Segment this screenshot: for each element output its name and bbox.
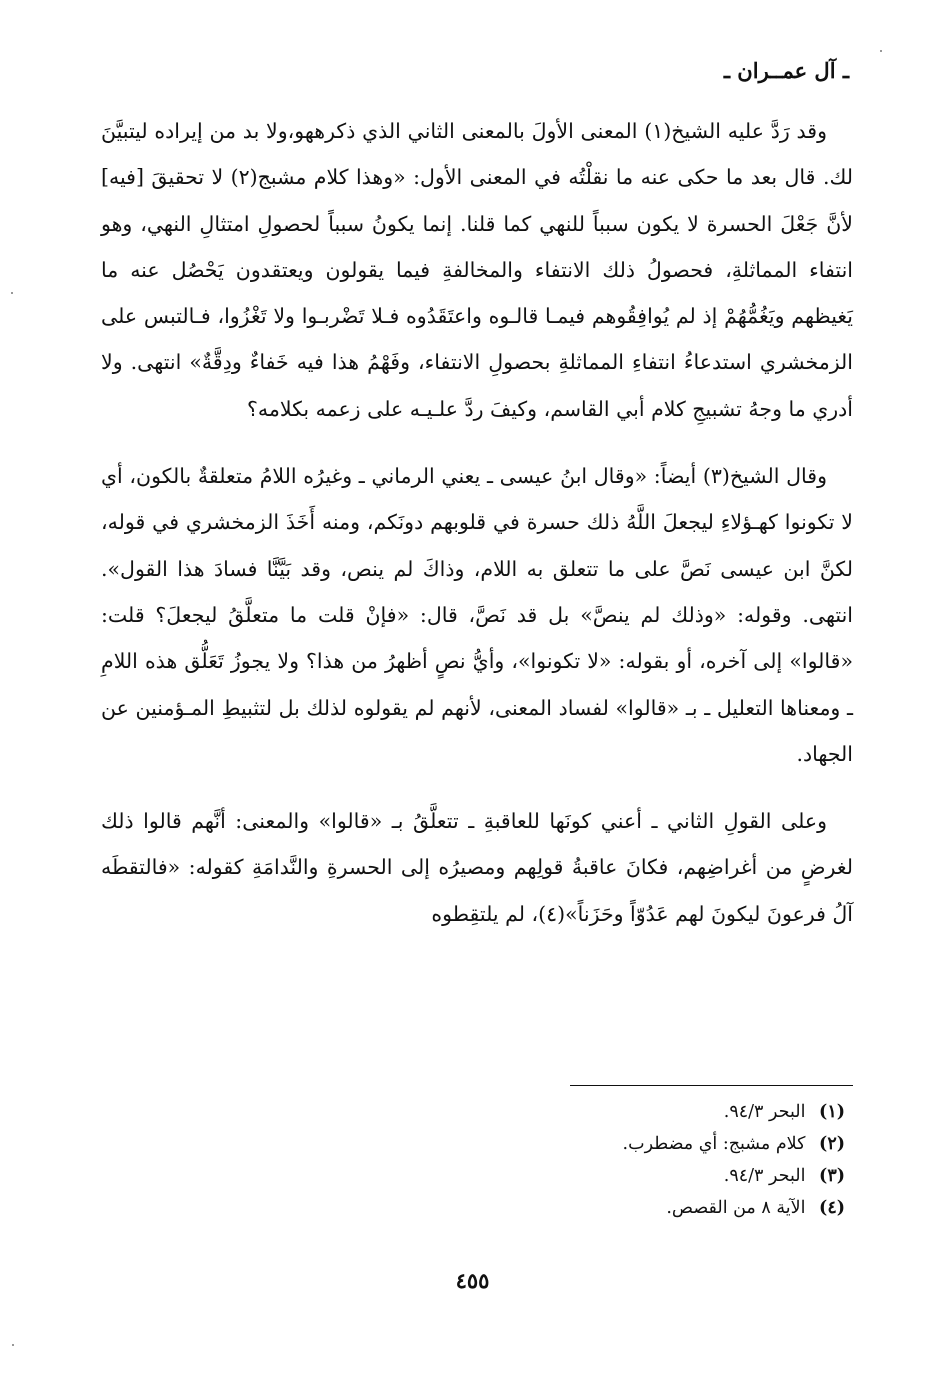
footnotes xyxy=(245,1096,845,1224)
footnote-2 xyxy=(245,1128,845,1160)
paragraph-2: وقال الشيخ(٣) أيضاً: «وقال ابنُ عيسى ـ يعني الرماني ـ وغيرُه اللامُ متعلقةٌ بالكون، أي لا تكونوا كهـؤلاءِ ليجعلَ اللَّهُ ذلك حسرة في قلوبهم دونَكم، ومنه أَخَذَ الزمخشري في قوله، لكنَّ ابن عيسى نَصَّ على ما تتعلق به اللام، وذاكَ لم ينص، وقد بَيَّنَّا فسادَ هذا القول». انتهى. وقوله: «وذلك لم ينصَّ» بل قد نَصَّ، قال: «فإنْ قلت ما متعلَّقُ ليجعلَ؟ قلت: «قالوا» إلى آخره، أو بقوله: «لا تكونوا»، وأيُّ نصٍ أظهرُ من هذا؟ ولا يجوزُ تَعَلُّق هذه اللامِ ـ ومعناها التعليل ـ بـ «قالوا» لفساد المعنى، لأنهم لم يقولوه لذلك بل لتثبيطِ المـؤمنين عن الجهاد. xyxy=(101,464,853,766)
footnote-number: (٣) xyxy=(819,1166,845,1186)
scan-speck xyxy=(12,1344,14,1346)
footnote-text: البحر ٩٤/٣. xyxy=(723,1166,806,1186)
footnote-4 xyxy=(245,1192,845,1224)
scan-speck xyxy=(880,50,882,52)
footnote-separator xyxy=(570,1085,853,1086)
footnote-number: (١) xyxy=(819,1102,845,1122)
footnote-3 xyxy=(245,1160,845,1192)
main-text xyxy=(101,108,853,937)
footnote-number: (٢) xyxy=(819,1134,845,1154)
paragraph-1: وقد رَدَّ عليه الشيخ(١) المعنى الأولَ بالمعنى الثاني الذي ذكرههو،ولا بد من إيراده ليتبيَّنَ لك. قال بعد ما حكى عنه ما نقلْتُه في المعنى الأول: «وهذا كلام مشبج(٢) لا تحقيقَ [فيه] لأنَّ جَعْلَ الحسرة لا يكون سبباً للنهي كما قلنا. إنما يكونُ سبباً لحصولِ امتثالِ النهي، وهو انتفاء المماثلةِ، فحصولُ ذلك الانتفاء والمخالفةِ فيما يقولون ويعتقدون يَحْصُل عنه ما يَغيظهم ويَغُمُّهُمْ إذ لم يُوافِقُوهم فيمـا قالـوه واعتَقَدُوه فـلا تَضْربـوا ولا تَغْزُوا، فـالتبس على الزمخشري استدعاءُ انتفاءِ المماثلةِ بحصولِ الانتفاء، وفَهْمُ هذا فيه خَفاءٌ ودِقَّةٌ» انتهى. ولا أدري ما وجهُ تشبيجِ كلام أبي القاسم، وكيفَ ردَّ علـيـه على زعمه بكلامه؟ xyxy=(101,119,853,421)
footnote-1 xyxy=(245,1096,845,1128)
page-number: ٤٥٥ xyxy=(455,1268,490,1293)
paragraph-3: وعلى القولِ الثاني ـ أعني كونَها للعاقبةِ ـ تتعلَّقُ بـ «قالوا» والمعنى: أنَّهم قالوا ذلك لغرضٍ من أغراضِهم، فكانَ عاقبةُ قولِهم ومصيرُه إلى الحسرةِ والنَّدامَةِ كقوله: «فالتقطَه آلُ فرعونَ ليكونَ لهم عَدُوّاً وحَزَناً»(٤)، لم يلتقِطوه xyxy=(101,809,853,926)
footnote-text: كلام مشبج: أي مضطرب. xyxy=(622,1134,806,1154)
footnote-number: (٤) xyxy=(819,1198,845,1218)
footnote-text: الآية ٨ من القصص. xyxy=(666,1198,806,1218)
running-header: ـ آل عمــران ـ xyxy=(723,58,849,83)
scan-speck xyxy=(11,292,13,294)
footnote-text: البحر ٩٤/٣. xyxy=(723,1102,806,1122)
